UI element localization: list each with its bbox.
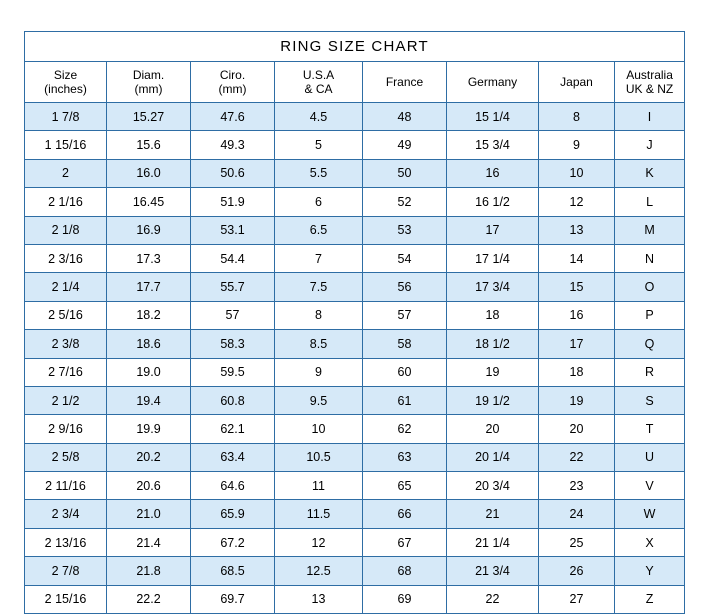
cell-france: 56 <box>363 273 447 301</box>
cell-usa-ca: 7.5 <box>275 273 363 301</box>
cell-usa-ca: 5.5 <box>275 159 363 187</box>
cell-diameter: 16.9 <box>107 216 191 244</box>
column-header-australia-uk-nz <box>615 62 685 103</box>
table-row <box>25 273 685 301</box>
cell-size: 2 1/16 <box>25 188 107 216</box>
cell-france: 54 <box>363 244 447 272</box>
cell-japan: 8 <box>539 103 615 131</box>
cell-usa-ca: 9.5 <box>275 386 363 414</box>
cell-australia-uk-nz: Y <box>615 557 685 585</box>
cell-france: 63 <box>363 443 447 471</box>
header-row <box>25 62 685 103</box>
cell-circumference: 65.9 <box>191 500 275 528</box>
cell-germany: 21 <box>447 500 539 528</box>
cell-japan: 24 <box>539 500 615 528</box>
column-header-france <box>363 62 447 103</box>
cell-australia-uk-nz: K <box>615 159 685 187</box>
header-line1: France <box>385 75 424 89</box>
cell-australia-uk-nz: Q <box>615 330 685 358</box>
cell-japan: 25 <box>539 528 615 556</box>
cell-france: 65 <box>363 472 447 500</box>
cell-diameter: 16.45 <box>107 188 191 216</box>
column-header-germany <box>447 62 539 103</box>
cell-circumference: 53.1 <box>191 216 275 244</box>
cell-france: 57 <box>363 301 447 329</box>
table-row <box>25 244 685 272</box>
cell-france: 50 <box>363 159 447 187</box>
cell-australia-uk-nz: S <box>615 386 685 414</box>
table-row <box>25 500 685 528</box>
cell-size: 2 3/4 <box>25 500 107 528</box>
cell-circumference: 60.8 <box>191 386 275 414</box>
cell-diameter: 17.3 <box>107 244 191 272</box>
table-body <box>25 32 685 614</box>
cell-circumference: 50.6 <box>191 159 275 187</box>
ring-size-chart-container <box>24 31 684 614</box>
column-header-diameter <box>107 62 191 103</box>
cell-japan: 20 <box>539 415 615 443</box>
cell-germany: 17 3/4 <box>447 273 539 301</box>
column-header-circumference <box>191 62 275 103</box>
cell-australia-uk-nz: O <box>615 273 685 301</box>
cell-circumference: 51.9 <box>191 188 275 216</box>
cell-size: 2 1/8 <box>25 216 107 244</box>
cell-australia-uk-nz: L <box>615 188 685 216</box>
table-row <box>25 557 685 585</box>
cell-diameter: 21.0 <box>107 500 191 528</box>
cell-circumference: 47.6 <box>191 103 275 131</box>
cell-usa-ca: 12 <box>275 528 363 556</box>
cell-australia-uk-nz: X <box>615 528 685 556</box>
cell-size: 2 11/16 <box>25 472 107 500</box>
cell-japan: 13 <box>539 216 615 244</box>
cell-usa-ca: 11.5 <box>275 500 363 528</box>
cell-size: 2 7/16 <box>25 358 107 386</box>
cell-circumference: 62.1 <box>191 415 275 443</box>
table-row <box>25 585 685 613</box>
cell-france: 66 <box>363 500 447 528</box>
cell-germany: 15 1/4 <box>447 103 539 131</box>
table-row <box>25 159 685 187</box>
cell-diameter: 20.6 <box>107 472 191 500</box>
cell-germany: 20 <box>447 415 539 443</box>
cell-circumference: 49.3 <box>191 131 275 159</box>
cell-circumference: 57 <box>191 301 275 329</box>
cell-usa-ca: 11 <box>275 472 363 500</box>
cell-japan: 26 <box>539 557 615 585</box>
cell-diameter: 20.2 <box>107 443 191 471</box>
header-line1: Diam. <box>132 68 165 82</box>
cell-diameter: 19.9 <box>107 415 191 443</box>
cell-australia-uk-nz: J <box>615 131 685 159</box>
cell-japan: 23 <box>539 472 615 500</box>
cell-usa-ca: 12.5 <box>275 557 363 585</box>
cell-japan: 18 <box>539 358 615 386</box>
cell-size: 1 7/8 <box>25 103 107 131</box>
table-row <box>25 472 685 500</box>
cell-germany: 18 1/2 <box>447 330 539 358</box>
cell-size: 2 15/16 <box>25 585 107 613</box>
cell-usa-ca: 8 <box>275 301 363 329</box>
chart-title: RING SIZE CHART <box>25 32 685 62</box>
cell-germany: 15 3/4 <box>447 131 539 159</box>
cell-germany: 20 1/4 <box>447 443 539 471</box>
cell-france: 58 <box>363 330 447 358</box>
cell-france: 60 <box>363 358 447 386</box>
cell-australia-uk-nz: V <box>615 472 685 500</box>
cell-japan: 27 <box>539 585 615 613</box>
column-header-usa-ca <box>275 62 363 103</box>
cell-japan: 9 <box>539 131 615 159</box>
cell-diameter: 21.8 <box>107 557 191 585</box>
cell-france: 67 <box>363 528 447 556</box>
cell-germany: 21 3/4 <box>447 557 539 585</box>
cell-france: 53 <box>363 216 447 244</box>
cell-size: 2 9/16 <box>25 415 107 443</box>
header-line2: (mm) <box>134 82 163 96</box>
table-row <box>25 188 685 216</box>
cell-circumference: 63.4 <box>191 443 275 471</box>
table-row <box>25 443 685 471</box>
cell-diameter: 22.2 <box>107 585 191 613</box>
cell-circumference: 55.7 <box>191 273 275 301</box>
cell-diameter: 19.4 <box>107 386 191 414</box>
header-line2: & CA <box>304 82 333 96</box>
header-line1: U.S.A <box>302 68 335 82</box>
cell-circumference: 58.3 <box>191 330 275 358</box>
cell-usa-ca: 10 <box>275 415 363 443</box>
cell-size: 2 3/16 <box>25 244 107 272</box>
cell-usa-ca: 8.5 <box>275 330 363 358</box>
header-line1: Germany <box>467 75 518 89</box>
cell-usa-ca: 6 <box>275 188 363 216</box>
cell-size: 1 15/16 <box>25 131 107 159</box>
cell-diameter: 18.6 <box>107 330 191 358</box>
table-row <box>25 415 685 443</box>
cell-usa-ca: 7 <box>275 244 363 272</box>
cell-germany: 16 1/2 <box>447 188 539 216</box>
cell-japan: 10 <box>539 159 615 187</box>
header-line1: Japan <box>560 75 593 89</box>
cell-australia-uk-nz: M <box>615 216 685 244</box>
cell-australia-uk-nz: W <box>615 500 685 528</box>
cell-japan: 12 <box>539 188 615 216</box>
cell-circumference: 59.5 <box>191 358 275 386</box>
cell-japan: 22 <box>539 443 615 471</box>
cell-germany: 19 <box>447 358 539 386</box>
column-header-japan <box>539 62 615 103</box>
cell-circumference: 64.6 <box>191 472 275 500</box>
cell-australia-uk-nz: Z <box>615 585 685 613</box>
table-row <box>25 386 685 414</box>
cell-japan: 14 <box>539 244 615 272</box>
cell-circumference: 69.7 <box>191 585 275 613</box>
cell-germany: 19 1/2 <box>447 386 539 414</box>
cell-size: 2 7/8 <box>25 557 107 585</box>
cell-usa-ca: 5 <box>275 131 363 159</box>
cell-usa-ca: 4.5 <box>275 103 363 131</box>
header-line2: (mm) <box>218 82 247 96</box>
cell-australia-uk-nz: R <box>615 358 685 386</box>
table-row <box>25 216 685 244</box>
cell-australia-uk-nz: U <box>615 443 685 471</box>
cell-usa-ca: 10.5 <box>275 443 363 471</box>
table-row <box>25 358 685 386</box>
cell-circumference: 54.4 <box>191 244 275 272</box>
ring-size-chart-table <box>24 31 685 614</box>
cell-france: 52 <box>363 188 447 216</box>
cell-australia-uk-nz: T <box>615 415 685 443</box>
cell-usa-ca: 13 <box>275 585 363 613</box>
cell-diameter: 15.6 <box>107 131 191 159</box>
cell-japan: 16 <box>539 301 615 329</box>
table-row <box>25 528 685 556</box>
cell-germany: 17 <box>447 216 539 244</box>
cell-size: 2 5/8 <box>25 443 107 471</box>
cell-circumference: 67.2 <box>191 528 275 556</box>
cell-size: 2 13/16 <box>25 528 107 556</box>
cell-size: 2 3/8 <box>25 330 107 358</box>
cell-diameter: 19.0 <box>107 358 191 386</box>
cell-france: 68 <box>363 557 447 585</box>
cell-australia-uk-nz: N <box>615 244 685 272</box>
cell-japan: 19 <box>539 386 615 414</box>
cell-diameter: 16.0 <box>107 159 191 187</box>
header-line1: Size <box>53 68 78 82</box>
column-header-size <box>25 62 107 103</box>
cell-germany: 20 3/4 <box>447 472 539 500</box>
cell-diameter: 21.4 <box>107 528 191 556</box>
cell-germany: 16 <box>447 159 539 187</box>
cell-usa-ca: 9 <box>275 358 363 386</box>
header-line2: (inches) <box>44 82 87 96</box>
cell-france: 62 <box>363 415 447 443</box>
header-line2: UK & NZ <box>625 82 674 96</box>
cell-france: 49 <box>363 131 447 159</box>
cell-japan: 17 <box>539 330 615 358</box>
cell-usa-ca: 6.5 <box>275 216 363 244</box>
cell-france: 69 <box>363 585 447 613</box>
cell-france: 48 <box>363 103 447 131</box>
table-row <box>25 330 685 358</box>
cell-size: 2 <box>25 159 107 187</box>
header-line1: Ciro. <box>219 68 246 82</box>
cell-germany: 22 <box>447 585 539 613</box>
cell-diameter: 18.2 <box>107 301 191 329</box>
cell-france: 61 <box>363 386 447 414</box>
cell-diameter: 17.7 <box>107 273 191 301</box>
cell-size: 2 1/2 <box>25 386 107 414</box>
cell-size: 2 5/16 <box>25 301 107 329</box>
cell-size: 2 1/4 <box>25 273 107 301</box>
table-row <box>25 131 685 159</box>
header-line1: Australia <box>626 68 673 82</box>
cell-circumference: 68.5 <box>191 557 275 585</box>
table-row <box>25 301 685 329</box>
cell-germany: 17 1/4 <box>447 244 539 272</box>
title-row <box>25 32 685 62</box>
table-row <box>25 103 685 131</box>
cell-germany: 21 1/4 <box>447 528 539 556</box>
cell-japan: 15 <box>539 273 615 301</box>
cell-australia-uk-nz: P <box>615 301 685 329</box>
cell-australia-uk-nz: I <box>615 103 685 131</box>
cell-diameter: 15.27 <box>107 103 191 131</box>
cell-germany: 18 <box>447 301 539 329</box>
